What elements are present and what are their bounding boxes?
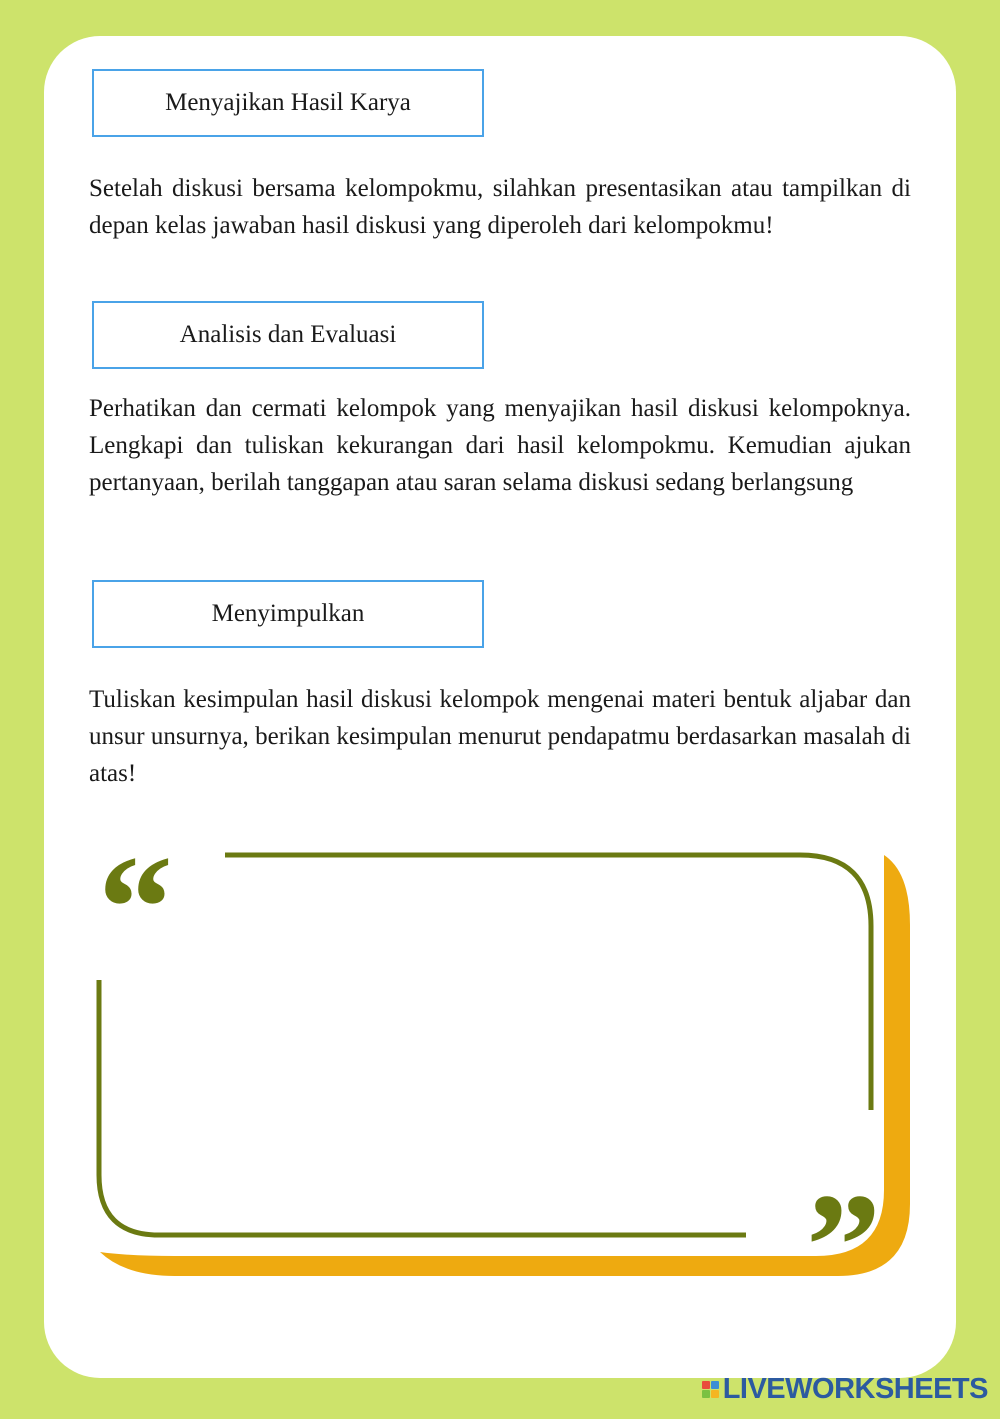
open-quote-icon: “ [98, 825, 173, 991]
paragraph-analisis: Perhatikan dan cermati kelompok yang menyajikan hasil diskusi kelompoknya. Lengkapi dan tuliskan kekurangan dari hasil kelompokmu. Kemudian ajukan pertanyaan, berilah tanggapan atau saran selama diskusi sedang berlangsung [89, 395, 911, 496]
paragraph-menyimpulkan: Tuliskan kesimpulan hasil diskusi kelompok mengenai materi bentuk aljabar dan unsur unsurnya, berikan kesimpulan menurut pendapatmu berdasarkan masalah di atas! [89, 686, 911, 787]
paragraph-menyajikan: Setelah diskusi bersama kelompokmu, silahkan presentasikan atau tampilkan di depan kelas jawaban hasil diskusi yang diperoleh dari kelompokmu! [89, 175, 911, 239]
heading-label: Menyajikan Hasil Karya [165, 89, 411, 116]
heading-label: Menyimpulkan [211, 600, 365, 627]
quote-frame-bottom-left-line [99, 980, 746, 1235]
quote-frame-shadow [100, 855, 910, 1276]
liveworksheets-logo [702, 1373, 988, 1406]
heading-label: Analisis dan Evaluasi [179, 321, 397, 348]
quote-frame-top-right-line [225, 855, 871, 1110]
liveworksheets-mark-icon [702, 1381, 719, 1398]
liveworksheets-brand: LIVEWORKSHEETS [722, 1373, 988, 1405]
close-quote-icon: ” [806, 1163, 881, 1329]
